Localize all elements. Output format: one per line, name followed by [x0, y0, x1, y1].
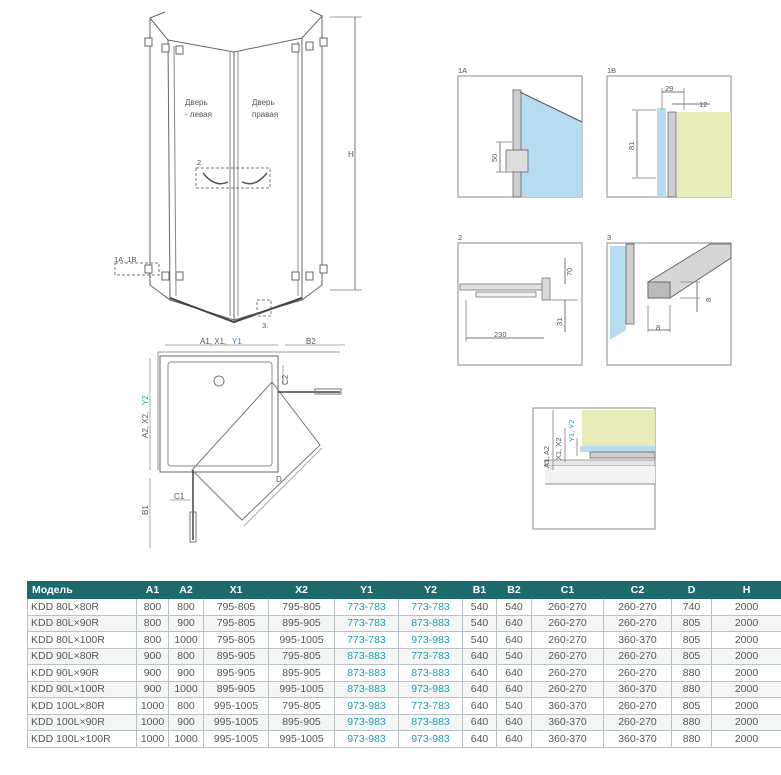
table-cell: 880: [672, 681, 712, 698]
column-header: X2: [269, 582, 335, 599]
table-cell: 360-370: [604, 632, 672, 649]
table-cell: 2000: [712, 698, 781, 715]
model-cell: KDD 90L×80R: [28, 648, 137, 665]
table-row: [28, 714, 781, 731]
door-right-label: Дверь: [252, 98, 275, 107]
table-cell: 260-270: [532, 632, 604, 649]
table-row: [28, 731, 781, 748]
table-cell: 360-370: [604, 681, 672, 698]
table-cell: 800: [169, 599, 204, 616]
table-cell: 795-805: [269, 648, 335, 665]
detail-4: [533, 408, 655, 529]
table-cell: 995-1005: [269, 731, 335, 748]
table-cell: 800: [137, 599, 169, 616]
table-cell: 1000: [169, 632, 204, 649]
model-cell: KDD 100L×90R: [28, 714, 137, 731]
table-cell: 640: [497, 615, 532, 632]
table-cell: 540: [463, 615, 497, 632]
detail-2-dim-70: 70: [565, 267, 574, 276]
column-header: Модель: [28, 582, 137, 599]
table-row: [28, 698, 781, 715]
table-cell: 640: [497, 731, 532, 748]
table-cell: 973-983: [399, 731, 463, 748]
table-cell: 260-270: [604, 615, 672, 632]
table-cell: 640: [463, 648, 497, 665]
table-cell: 995-1005: [204, 731, 269, 748]
table-cell: 895-905: [204, 665, 269, 682]
table-cell: 640: [463, 665, 497, 682]
table-cell: 973-983: [335, 698, 399, 715]
detail-1a: [458, 76, 582, 197]
table-row: [28, 665, 781, 682]
table-cell: 873-883: [335, 648, 399, 665]
dim-b1: B1: [141, 505, 150, 515]
detail-4-x1x2: X1, X2: [554, 437, 563, 460]
table-cell: 540: [497, 599, 532, 616]
table-cell: 2000: [712, 681, 781, 698]
detail-2-dim-31: 31: [555, 317, 564, 326]
table-cell: 873-883: [335, 681, 399, 698]
callout-1a1b: 1A, 1B: [114, 255, 137, 264]
table-cell: 360-370: [532, 698, 604, 715]
enclosure-front-view: [115, 10, 362, 322]
table-cell: 773-783: [335, 615, 399, 632]
table-cell: 640: [497, 681, 532, 698]
dim-c2: C2: [281, 374, 290, 385]
column-header: C2: [604, 582, 672, 599]
table-cell: 540: [463, 599, 497, 616]
table-cell: 260-270: [604, 698, 672, 715]
table-row: [28, 648, 781, 665]
table-cell: 740: [672, 599, 712, 616]
table-cell: 260-270: [532, 681, 604, 698]
column-header: D: [672, 582, 712, 599]
detail-2: [458, 243, 582, 365]
detail-4-a1a2: A1, A2: [542, 445, 551, 468]
table-cell: 1000: [169, 681, 204, 698]
table-row: [28, 681, 781, 698]
model-cell: KDD 90L×100R: [28, 681, 137, 698]
model-cell: KDD 100L×100R: [28, 731, 137, 748]
table-cell: 773-783: [335, 632, 399, 649]
table-cell: 2000: [712, 665, 781, 682]
table-cell: 2000: [712, 714, 781, 731]
table-cell: 640: [463, 714, 497, 731]
table-cell: 900: [169, 665, 204, 682]
model-cell: KDD 90L×90R: [28, 665, 137, 682]
enclosure-plan-view: [150, 345, 345, 548]
table-cell: 895-905: [269, 714, 335, 731]
detail-2-dim-230: 230: [494, 330, 507, 339]
table-cell: 540: [497, 698, 532, 715]
table-cell: 2000: [712, 599, 781, 616]
model-cell: KDD 80L×80R: [28, 599, 137, 616]
table-row: [28, 599, 781, 616]
table-cell: 1000: [137, 714, 169, 731]
table-cell: 895-905: [269, 615, 335, 632]
detail-3: [607, 243, 731, 365]
table-cell: 995-1005: [269, 632, 335, 649]
table-cell: 640: [463, 681, 497, 698]
table-cell: 260-270: [532, 615, 604, 632]
column-header: H: [712, 582, 781, 599]
h-dim-label: H: [348, 150, 354, 159]
table-cell: 1000: [137, 731, 169, 748]
table-cell: 800: [169, 648, 204, 665]
table-cell: 795-805: [204, 632, 269, 649]
detail-1a-dim: 50: [490, 153, 499, 162]
table-cell: 640: [497, 632, 532, 649]
table-cell: 800: [137, 632, 169, 649]
door-left-label: Дверь: [185, 98, 208, 107]
dim-y2: Y2: [141, 395, 150, 405]
dim-y1: Y1: [232, 337, 242, 346]
table-cell: 773-783: [399, 698, 463, 715]
table-row: [28, 615, 781, 632]
column-header: X1: [204, 582, 269, 599]
detail-2-title: 2: [458, 233, 463, 242]
dim-a1x1: A1, X1,: [200, 337, 227, 346]
table-cell: 995-1005: [204, 714, 269, 731]
table-cell: 895-905: [204, 648, 269, 665]
table-cell: 795-805: [204, 615, 269, 632]
table-cell: 973-983: [399, 632, 463, 649]
table-cell: 773-783: [399, 599, 463, 616]
table-cell: 973-983: [335, 714, 399, 731]
column-header: A2: [169, 582, 204, 599]
table-cell: 360-370: [532, 731, 604, 748]
table-cell: 360-370: [604, 731, 672, 748]
table-cell: 640: [463, 731, 497, 748]
table-cell: 973-983: [335, 731, 399, 748]
table-cell: 900: [137, 681, 169, 698]
table-cell: 805: [672, 648, 712, 665]
table-cell: 900: [169, 615, 204, 632]
table-cell: 800: [169, 698, 204, 715]
table-cell: 873-883: [399, 615, 463, 632]
column-header: Y1: [335, 582, 399, 599]
table-cell: 895-905: [269, 665, 335, 682]
table-header-row: [28, 582, 781, 599]
table-cell: 873-883: [399, 665, 463, 682]
model-cell: KDD 80L×100R: [28, 632, 137, 649]
detail-3-title: 3: [607, 233, 612, 242]
table-cell: 900: [137, 665, 169, 682]
table-body: [28, 599, 781, 748]
table-cell: 995-1005: [204, 698, 269, 715]
table-cell: 640: [463, 698, 497, 715]
detail-4-y1y2: Y1, Y2: [567, 419, 576, 442]
dim-b2: B2: [306, 337, 316, 346]
dim-c1: C1: [174, 492, 185, 501]
table-cell: 540: [497, 648, 532, 665]
table-cell: 2000: [712, 731, 781, 748]
detail-1b-dim-81: 81: [627, 141, 636, 150]
detail-3-dim-8a: 8: [704, 297, 713, 302]
table-cell: 873-883: [399, 714, 463, 731]
table-cell: 880: [672, 731, 712, 748]
table-cell: 805: [672, 698, 712, 715]
table-cell: 895-905: [204, 681, 269, 698]
table-cell: 260-270: [532, 599, 604, 616]
detail-1b-dim-12: 12: [699, 100, 708, 109]
table-cell: 880: [672, 714, 712, 731]
table-cell: 795-805: [269, 599, 335, 616]
table-cell: 773-783: [399, 648, 463, 665]
table-row: [28, 632, 781, 649]
table-cell: 973-983: [399, 681, 463, 698]
table-cell: 260-270: [532, 665, 604, 682]
model-cell: KDD 80L×90R: [28, 615, 137, 632]
table-cell: 640: [497, 714, 532, 731]
detail-1a-title: 1A: [458, 66, 468, 75]
detail-1b-dim-29: 29: [665, 84, 674, 93]
table-cell: 880: [672, 665, 712, 682]
table-cell: 260-270: [532, 648, 604, 665]
callout-3: 3.: [262, 321, 269, 330]
table-cell: 640: [497, 665, 532, 682]
column-header: B2: [497, 582, 532, 599]
table-cell: 795-805: [269, 698, 335, 715]
column-header: C1: [532, 582, 604, 599]
column-header: Y2: [399, 582, 463, 599]
table-cell: 805: [672, 632, 712, 649]
table-cell: 800: [137, 615, 169, 632]
door-left-label-2: - левая: [185, 110, 212, 119]
model-cell: KDD 100L×80R: [28, 698, 137, 715]
table-cell: 540: [463, 632, 497, 649]
detail-3-dim-8b: 8: [656, 323, 661, 332]
table-cell: 805: [672, 615, 712, 632]
table-cell: 873-883: [335, 665, 399, 682]
callout-2: 2.: [197, 158, 204, 167]
table-cell: 360-370: [532, 714, 604, 731]
column-header: A1: [137, 582, 169, 599]
table-cell: 260-270: [604, 599, 672, 616]
table-cell: 260-270: [604, 665, 672, 682]
table-cell: 2000: [712, 615, 781, 632]
table-cell: 2000: [712, 632, 781, 649]
door-right-label-2: правая: [252, 110, 279, 119]
table-cell: 773-783: [335, 599, 399, 616]
table-cell: 795-805: [204, 599, 269, 616]
table-cell: 260-270: [604, 648, 672, 665]
table-cell: 900: [137, 648, 169, 665]
specification-table: [27, 581, 781, 748]
dim-a2x2: A2, X2,: [141, 411, 150, 438]
table-cell: 1000: [169, 731, 204, 748]
detail-1b: [607, 76, 731, 197]
detail-1b-title: 1B: [607, 66, 617, 75]
table-cell: 2000: [712, 648, 781, 665]
table-cell: 260-270: [604, 714, 672, 731]
table-cell: 900: [169, 714, 204, 731]
table-cell: 1000: [137, 698, 169, 715]
column-header: B1: [463, 582, 497, 599]
dim-d: D: [276, 475, 282, 484]
table-cell: 995-1005: [269, 681, 335, 698]
